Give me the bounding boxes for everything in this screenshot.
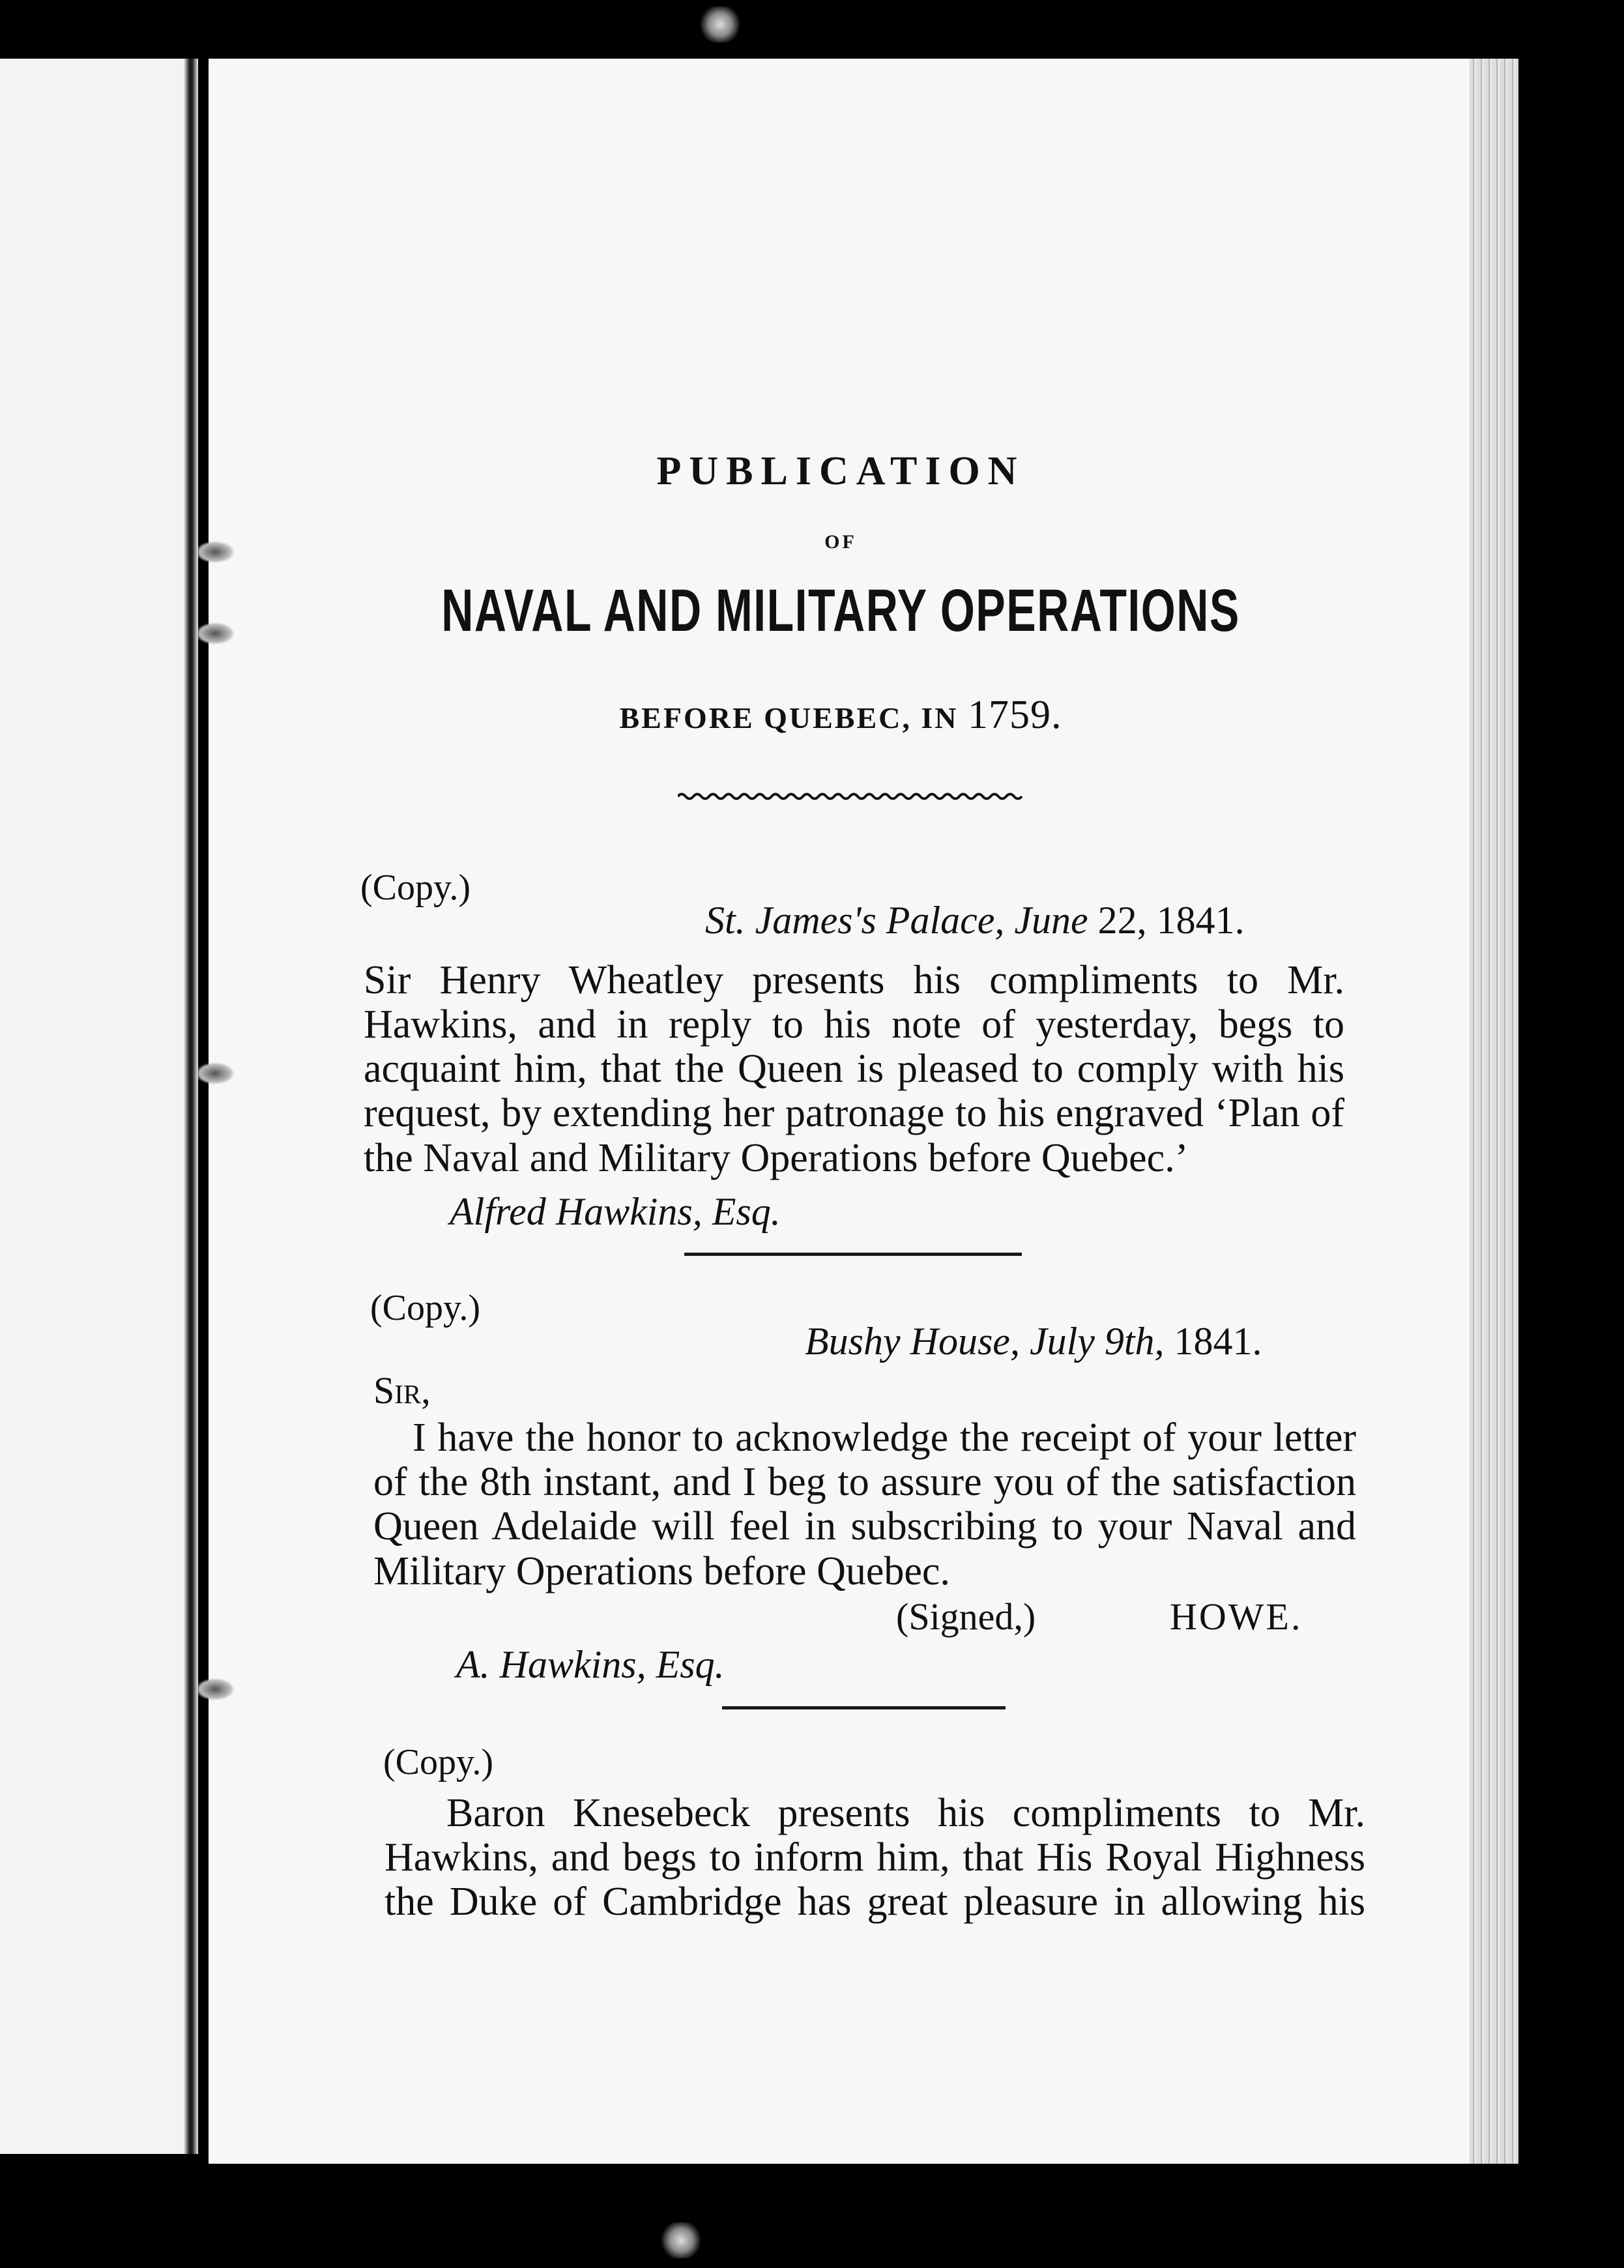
letter1-line: acquaint him, that the Queen is pleased to comply with his (364, 1047, 1344, 1091)
section-divider (722, 1706, 1006, 1709)
subtitle-text: BEFORE QUEBEC, IN (619, 701, 959, 734)
title-subtitle (209, 692, 1473, 738)
letter2-line: of the 8th instant, and I beg to assure you of the satisfaction (373, 1460, 1356, 1504)
left-page (0, 59, 192, 2154)
letter1-dateline (705, 898, 1245, 943)
letter1-date: 22, 1841. (1097, 899, 1245, 942)
book-gutter (184, 59, 198, 2154)
letter1-month: June (1014, 899, 1088, 942)
page-title: NAVAL AND MILITARY OPERATIONS (441, 577, 1240, 644)
letter2-line: Queen Adelaide will feel in subscribing to your Naval and (373, 1504, 1356, 1548)
letter2-signer: HOWE. (1170, 1595, 1303, 1638)
page-fore-edge (1470, 59, 1518, 2164)
scan-mark (658, 2222, 704, 2258)
letter2-last-line: Military Operations before Quebec. (373, 1549, 950, 1593)
scan-mark (697, 7, 743, 42)
letter2-signed-label: (Signed,) (896, 1595, 1036, 1638)
letter1-copy-label: (Copy.) (360, 867, 471, 908)
title-of: OF (824, 531, 857, 553)
letter1-line: Hawkins, and in reply to his note of yesterday, begs to (364, 1002, 1344, 1047)
binding-stitch (196, 622, 235, 645)
title-publication: PUBLICATION (656, 449, 1025, 493)
subtitle-year: 1759. (968, 693, 1062, 737)
letter1-place: St. James's Palace, (705, 899, 1005, 942)
wavy-rule-ornament (678, 792, 1026, 801)
letter2-salutation: Sir, (373, 1369, 431, 1412)
letter2-dateline (805, 1319, 1262, 1364)
letter3-body (384, 1791, 1365, 1924)
letter3-line: Baron Knesebeck presents his compliments to Mr. (446, 1791, 1365, 1835)
letter2-place-date: Bushy House, July 9th, (805, 1320, 1165, 1363)
letter1-body (364, 958, 1344, 1135)
letter1-last-line: the Naval and Military Operations before Quebec.’ (364, 1136, 1189, 1180)
letter3-copy-label: (Copy.) (383, 1742, 494, 1782)
binding-stitch (196, 1062, 235, 1084)
letter2-copy-label: (Copy.) (370, 1288, 481, 1328)
letter3-line: Hawkins, and begs to inform him, that His Royal Highness (384, 1835, 1365, 1880)
letter2-addressee: A. Hawkins, Esq. (456, 1643, 725, 1686)
letter2-line: I have the honor to acknowledge the receipt of your letter (413, 1416, 1356, 1460)
letter2-body (373, 1416, 1356, 1548)
letter3-line: the Duke of Cambridge has great pleasure in allowing his (384, 1880, 1365, 1924)
letter1-addressee: Alfred Hawkins, Esq. (450, 1190, 781, 1233)
section-divider (684, 1253, 1022, 1256)
letter2-year: 1841. (1174, 1320, 1262, 1363)
binding-stitch (196, 1678, 235, 1700)
letter1-line: request, by extending her patronage to his engraved ‘Plan of (364, 1091, 1344, 1135)
letter1-line: Sir Henry Wheatley presents his compliments to Mr. (364, 958, 1344, 1002)
